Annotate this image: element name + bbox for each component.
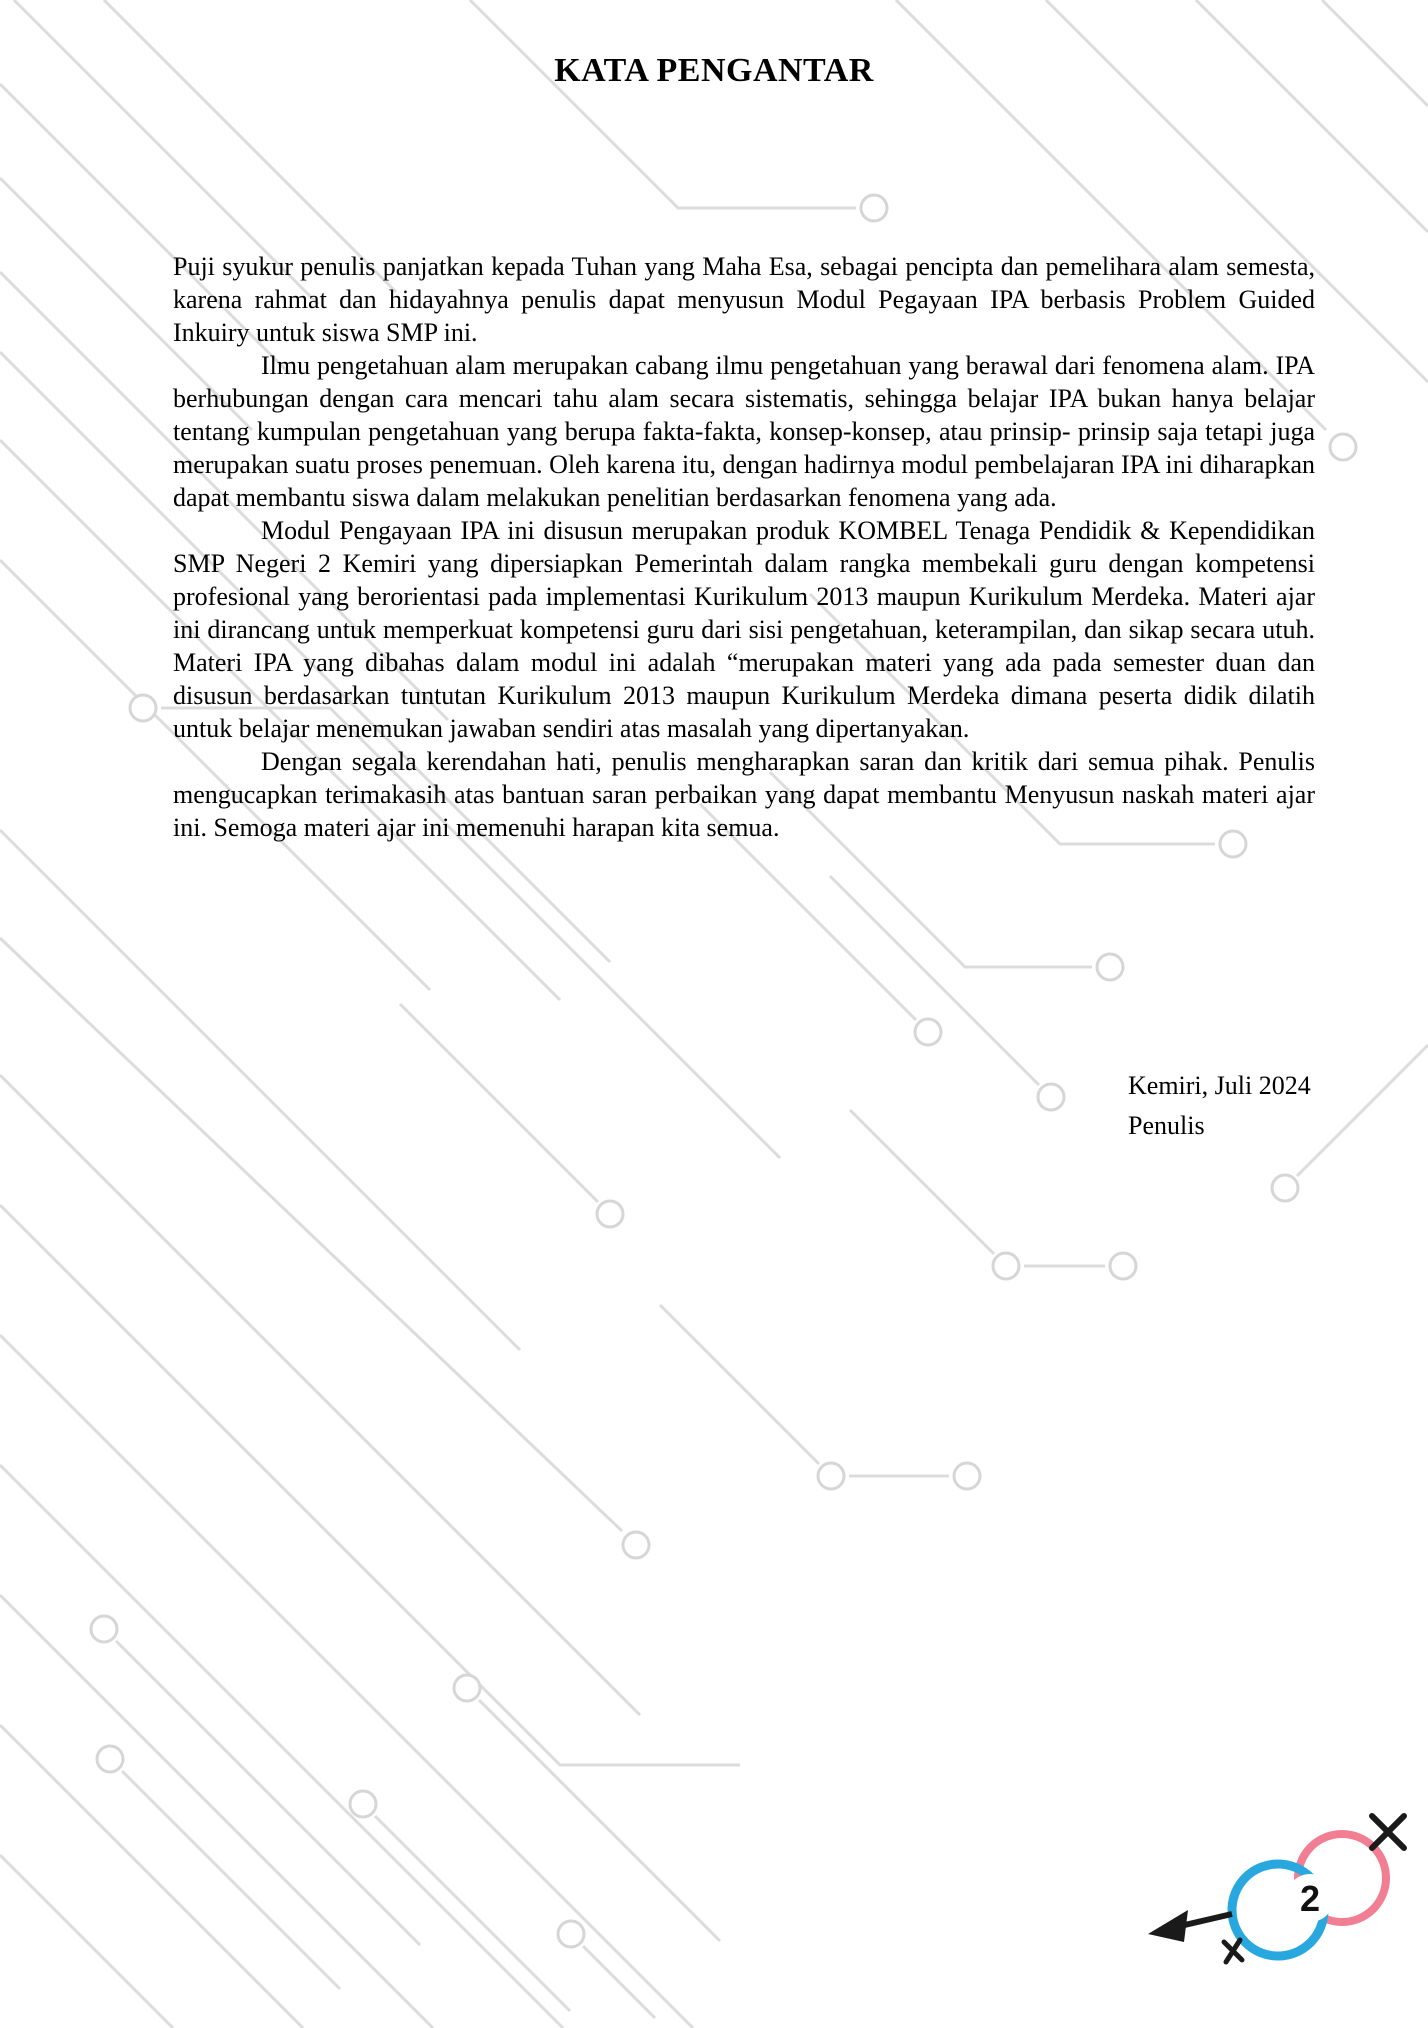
paragraph-3: Modul Pengayaan IPA ini disusun merupakan produk KOMBEL Tenaga Pendidik & Kependidikan SMP Negeri 2 Kemiri yang dipersiapkan Pemerintah dalam rangka membekali guru dengan kompetensi profesional yang berorientasi pada implementasi Kurikulum 2013 maupun Kurikulum Merdeka. Materi ajar ini dirancang untuk memperkuat kompetensi guru dari sisi pengetahuan, keterampilan, dan sikap secara utuh. Materi IPA yang dibahas dalam modul ini adalah “merupakan materi yang ada pada semester duan dan disusun berdasarkan tuntutan Kurikulum 2013 maupun Kurikulum Merdeka dimana peserta didik dilatih untuk belajar menemukan jawaban sendiri atas masalah yang dipertanyakan.	[173, 516, 1315, 744]
arrow-left-icon	[1148, 1910, 1242, 1962]
page-footer-logo	[1120, 1780, 1420, 2010]
paragraph-4: Dengan segala kerendahan hati, penulis mengharapkan saran dan kritik dari semua pihak. Penulis mengucapkan terimakasih atas bantuan saran perbaikan yang dapat membantu Menyusun naskah materi ajar ini. Semoga materi ajar ini memenuhi harapan kita semua.	[173, 747, 1315, 843]
page-title: KATA PENGANTAR	[554, 52, 874, 89]
preface-body	[173, 250, 1315, 844]
signature-block	[1128, 1066, 1311, 1147]
paragraph-2: Ilmu pengetahuan alam merupakan cabang ilmu pengetahuan yang berawal dari fenomena alam. IPA berhubungan dengan cara mencari tahu alam secara sistematis, sehingga belajar IPA bukan hanya belajar tentang kumpulan pengetahuan yang berupa fakta-fakta, konsep-konsep, atau prinsip- prinsip saja tetapi juga merupakan suatu proses penemuan. Oleh karena itu, dengan hadirnya modul pembelajaran IPA ini diharapkan dapat membantu siswa dalam melakukan penelitian berdasarkan fenomena yang ada.	[173, 351, 1315, 513]
page-number: 2	[1299, 1878, 1321, 1919]
signature-author: Penulis	[1128, 1111, 1205, 1141]
signature-place-date: Kemiri, Juli 2024	[1128, 1071, 1311, 1100]
paragraph-1: Puji syukur penulis panjatkan kepada Tuhan yang Maha Esa, sebagai pencipta dan pemelihara alam semesta, karena rahmat dan hidayahnya penulis dapat menyusun Modul Pegayaan IPA berbasis Problem Guided Inkuiry untuk siswa SMP ini.	[173, 252, 1315, 348]
cross-icon	[1372, 1816, 1404, 1848]
